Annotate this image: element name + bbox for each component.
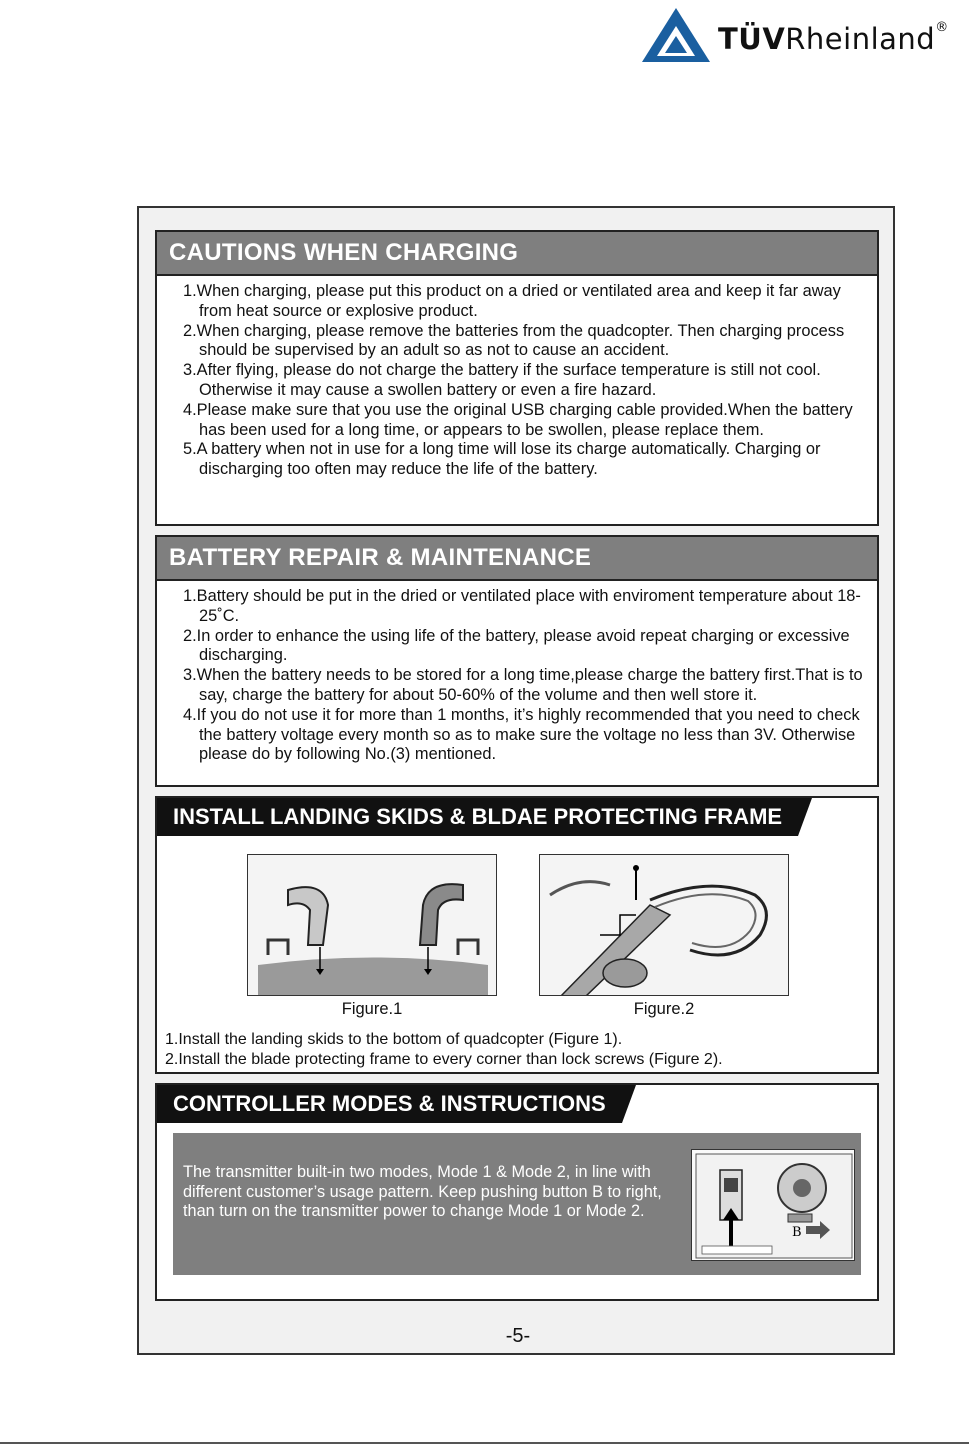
list-item: 3.After flying, please do not charge the battery if the surface temperature is still not cool. Otherwise it may cause a swollen battery or even a fire hazard. bbox=[183, 361, 821, 399]
cautions-title: CAUTIONS WHEN CHARGING bbox=[157, 232, 877, 276]
logo-brand-bold: TÜV bbox=[718, 22, 786, 56]
install-section bbox=[155, 796, 879, 1074]
install-list bbox=[157, 1024, 731, 1070]
controller-description: The transmitter built-in two modes, Mode 1 & Mode 2, in line with different customer’s usage pattern. Keep pushing button B to right, than turn on the transmitter power to change Mode 1 or Mode 2. bbox=[183, 1163, 662, 1220]
page-number: -5- bbox=[505, 1325, 531, 1347]
figure-2-blade-frame bbox=[539, 854, 789, 996]
controller-title: CONTROLLER MODES & INSTRUCTIONS bbox=[157, 1085, 622, 1123]
figure-1-landing-skids bbox=[247, 854, 497, 996]
list-item: 2.When charging, please remove the batteries from the quadcopter. Then charging process should be supervised by an adult so as not to cause an accident. bbox=[183, 321, 845, 360]
list-item: 2.Install the blade protecting frame to every corner than lock screws (Figure 2). bbox=[165, 1050, 723, 1068]
install-title: INSTALL LANDING SKIDS & BLDAE PROTECTING FRAME bbox=[157, 798, 798, 836]
list-item: 1.Battery should be put in the dried or ventilated place with enviroment temperature about 18-25˚C. bbox=[183, 587, 861, 625]
figure-1-caption: Figure.1 bbox=[341, 1000, 403, 1018]
cautions-list bbox=[157, 276, 877, 480]
triangle-logo-icon bbox=[640, 6, 712, 64]
list-item: 1.When charging, please put this product on a dried or ventilated area and keep it far away from heat source or explosive product. bbox=[183, 282, 841, 320]
logo-brand-rest: Rheinland bbox=[785, 22, 936, 56]
transmitter-image bbox=[691, 1149, 855, 1261]
list-item: 4.Please make sure that you use the original USB charging cable provided.When the battery has been used for a long time, or appears to be swollen, please replace them. bbox=[183, 400, 853, 439]
list-item: 2.In order to enhance the using life of the battery, please avoid repeat charging or excessive discharging. bbox=[183, 626, 850, 665]
controller-info-box bbox=[173, 1133, 861, 1275]
manual-page bbox=[137, 206, 895, 1355]
list-item: 4.If you do not use it for more than 1 months, it’s highly recommended that you need to check the battery voltage every month so as to make sure the voltage no less than 3V. Otherwise please do by following No.(3) mentioned. bbox=[183, 705, 860, 764]
logo-wordmark bbox=[718, 22, 949, 56]
registered-mark: ® bbox=[935, 20, 949, 35]
battery-list bbox=[157, 581, 877, 765]
battery-section bbox=[155, 535, 879, 787]
battery-title: BATTERY REPAIR & MAINTENANCE bbox=[157, 537, 877, 581]
list-item: 5.A battery when not in use for a long time will lose its charge automatically. Charging or discharging too often may reduce the life of the battery. bbox=[183, 440, 821, 479]
list-item: 1.Install the landing skids to the bottom of quadcopter (Figure 1). bbox=[165, 1031, 623, 1048]
controller-section bbox=[155, 1083, 879, 1301]
list-item: 3.When the battery needs to be stored for a long time,please charge the battery first.That is to say, charge the battery for about 50-60% of the volume and then well store it. bbox=[183, 666, 863, 704]
cautions-section bbox=[155, 230, 879, 526]
tuv-rheinland-logo bbox=[640, 6, 960, 64]
figure-2-caption: Figure.2 bbox=[633, 1000, 695, 1018]
button-b-label: B bbox=[792, 1225, 802, 1240]
